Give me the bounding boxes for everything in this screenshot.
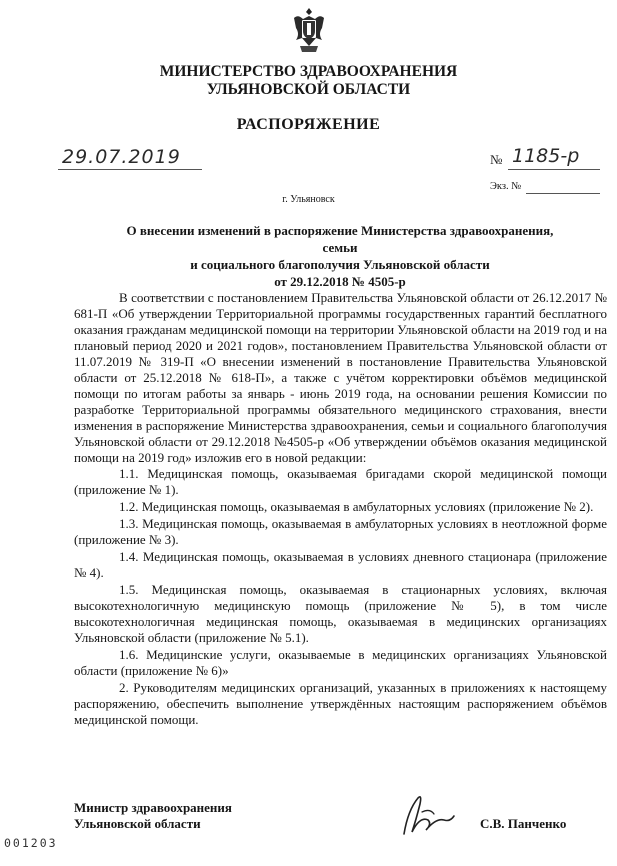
item-1-1: 1.1. Медицинская помощь, оказываемая бригадами скорой медицинской помощи (приложение № 1). xyxy=(74,466,607,497)
intro-paragraph: В соответствии с постановлением Правительства Ульяновской области от 26.12.2017 № 681-П «Об утверждении Территориальной программы государственных гарантий бесплатного оказания гражданам медицинской помощи на территории Ульяновской области на 2019 год и на плановый период 2020 и 2021 годов», постановлением Правительства Ульяновской области от 11.07.2019 № 319-П «О внесении изменений в постановление Правительства Ульяновской области от 25.12.2018 № 618-П», а также с учётом корректировки объёмов медицинской помощи по итогам работы за январь - июнь 2019 года, на основании решения Комиссии по разработке Территориальной программы обязательного медицинского страхования, внести изменения в распоряжение Министерства здравоохранения, семьи и социального благополучия Ульяновской области от 29.12.2018 №4505-р «Об утверждении объёмов оказания медицинской помощи на 2019 год» изложив его в новой редакции: xyxy=(74,290,607,465)
item-1-5: 1.5. Медицинская помощь, оказываемая в стационарных условиях, включая высокотехнологичную медицинскую помощь (приложение № 5), в том числе высокотехнологичная медицинская помощь, оказываемая в медицинских организациях Ульяновской области (приложение № 5.1). xyxy=(74,582,607,645)
item-1-6: 1.6. Медицинские услуги, оказываемые в медицинских организациях Ульяновской области (приложение № 6)» xyxy=(74,647,607,678)
item-2: 2. Руководителям медицинских организаций, указанных в приложениях к настоящему распоряжению, обеспечить выполнение утверждённых настоящим распоряжением объёмов медицинской помощи. xyxy=(74,680,607,727)
document-date: 29.07.2019 xyxy=(62,146,181,168)
document-number: 1185-р xyxy=(512,145,580,167)
handwritten-signature-icon xyxy=(398,790,458,840)
subject-line2: и социального благополучия Ульяновской области xyxy=(190,257,490,272)
serial-number: 001203 xyxy=(4,836,58,850)
item-1-3: 1.3. Медицинская помощь, оказываемая в амбулаторных условиях в неотложной форме (приложение № 3). xyxy=(74,516,607,547)
signer-title xyxy=(74,800,232,832)
subject-line3: от 29.12.2018 № 4505-р xyxy=(274,274,406,289)
copy-number-label: Экз. № xyxy=(490,181,522,192)
document-type: РАСПОРЯЖЕНИЕ xyxy=(236,116,381,133)
document-body xyxy=(74,290,607,728)
document-subject xyxy=(110,222,570,290)
number-label: № xyxy=(490,152,503,167)
signer-name: С.В. Панченко xyxy=(480,816,567,831)
signer-title-line2: Ульяновской области xyxy=(74,816,201,831)
city: г. Ульяновск xyxy=(282,194,335,205)
ministry-name-line2: УЛЬЯНОВСКОЙ ОБЛАСТИ xyxy=(206,81,411,98)
subject-line1: О внесении изменений в распоряжение Министерства здравоохранения, семьи xyxy=(126,223,554,255)
signer-title-line1: Министр здравоохранения xyxy=(74,800,232,815)
coat-of-arms-icon xyxy=(288,6,330,54)
item-1-2: 1.2. Медицинская помощь, оказываемая в амбулаторных условиях (приложение № 2). xyxy=(119,499,594,514)
number-underline xyxy=(508,169,600,170)
ministry-name-line1: МИНИСТЕРСТВО ЗДРАВООХРАНЕНИЯ xyxy=(159,63,458,80)
date-underline xyxy=(58,169,202,170)
item-1-4: 1.4. Медицинская помощь, оказываемая в условиях дневного стационара (приложение № 4). xyxy=(74,549,607,580)
